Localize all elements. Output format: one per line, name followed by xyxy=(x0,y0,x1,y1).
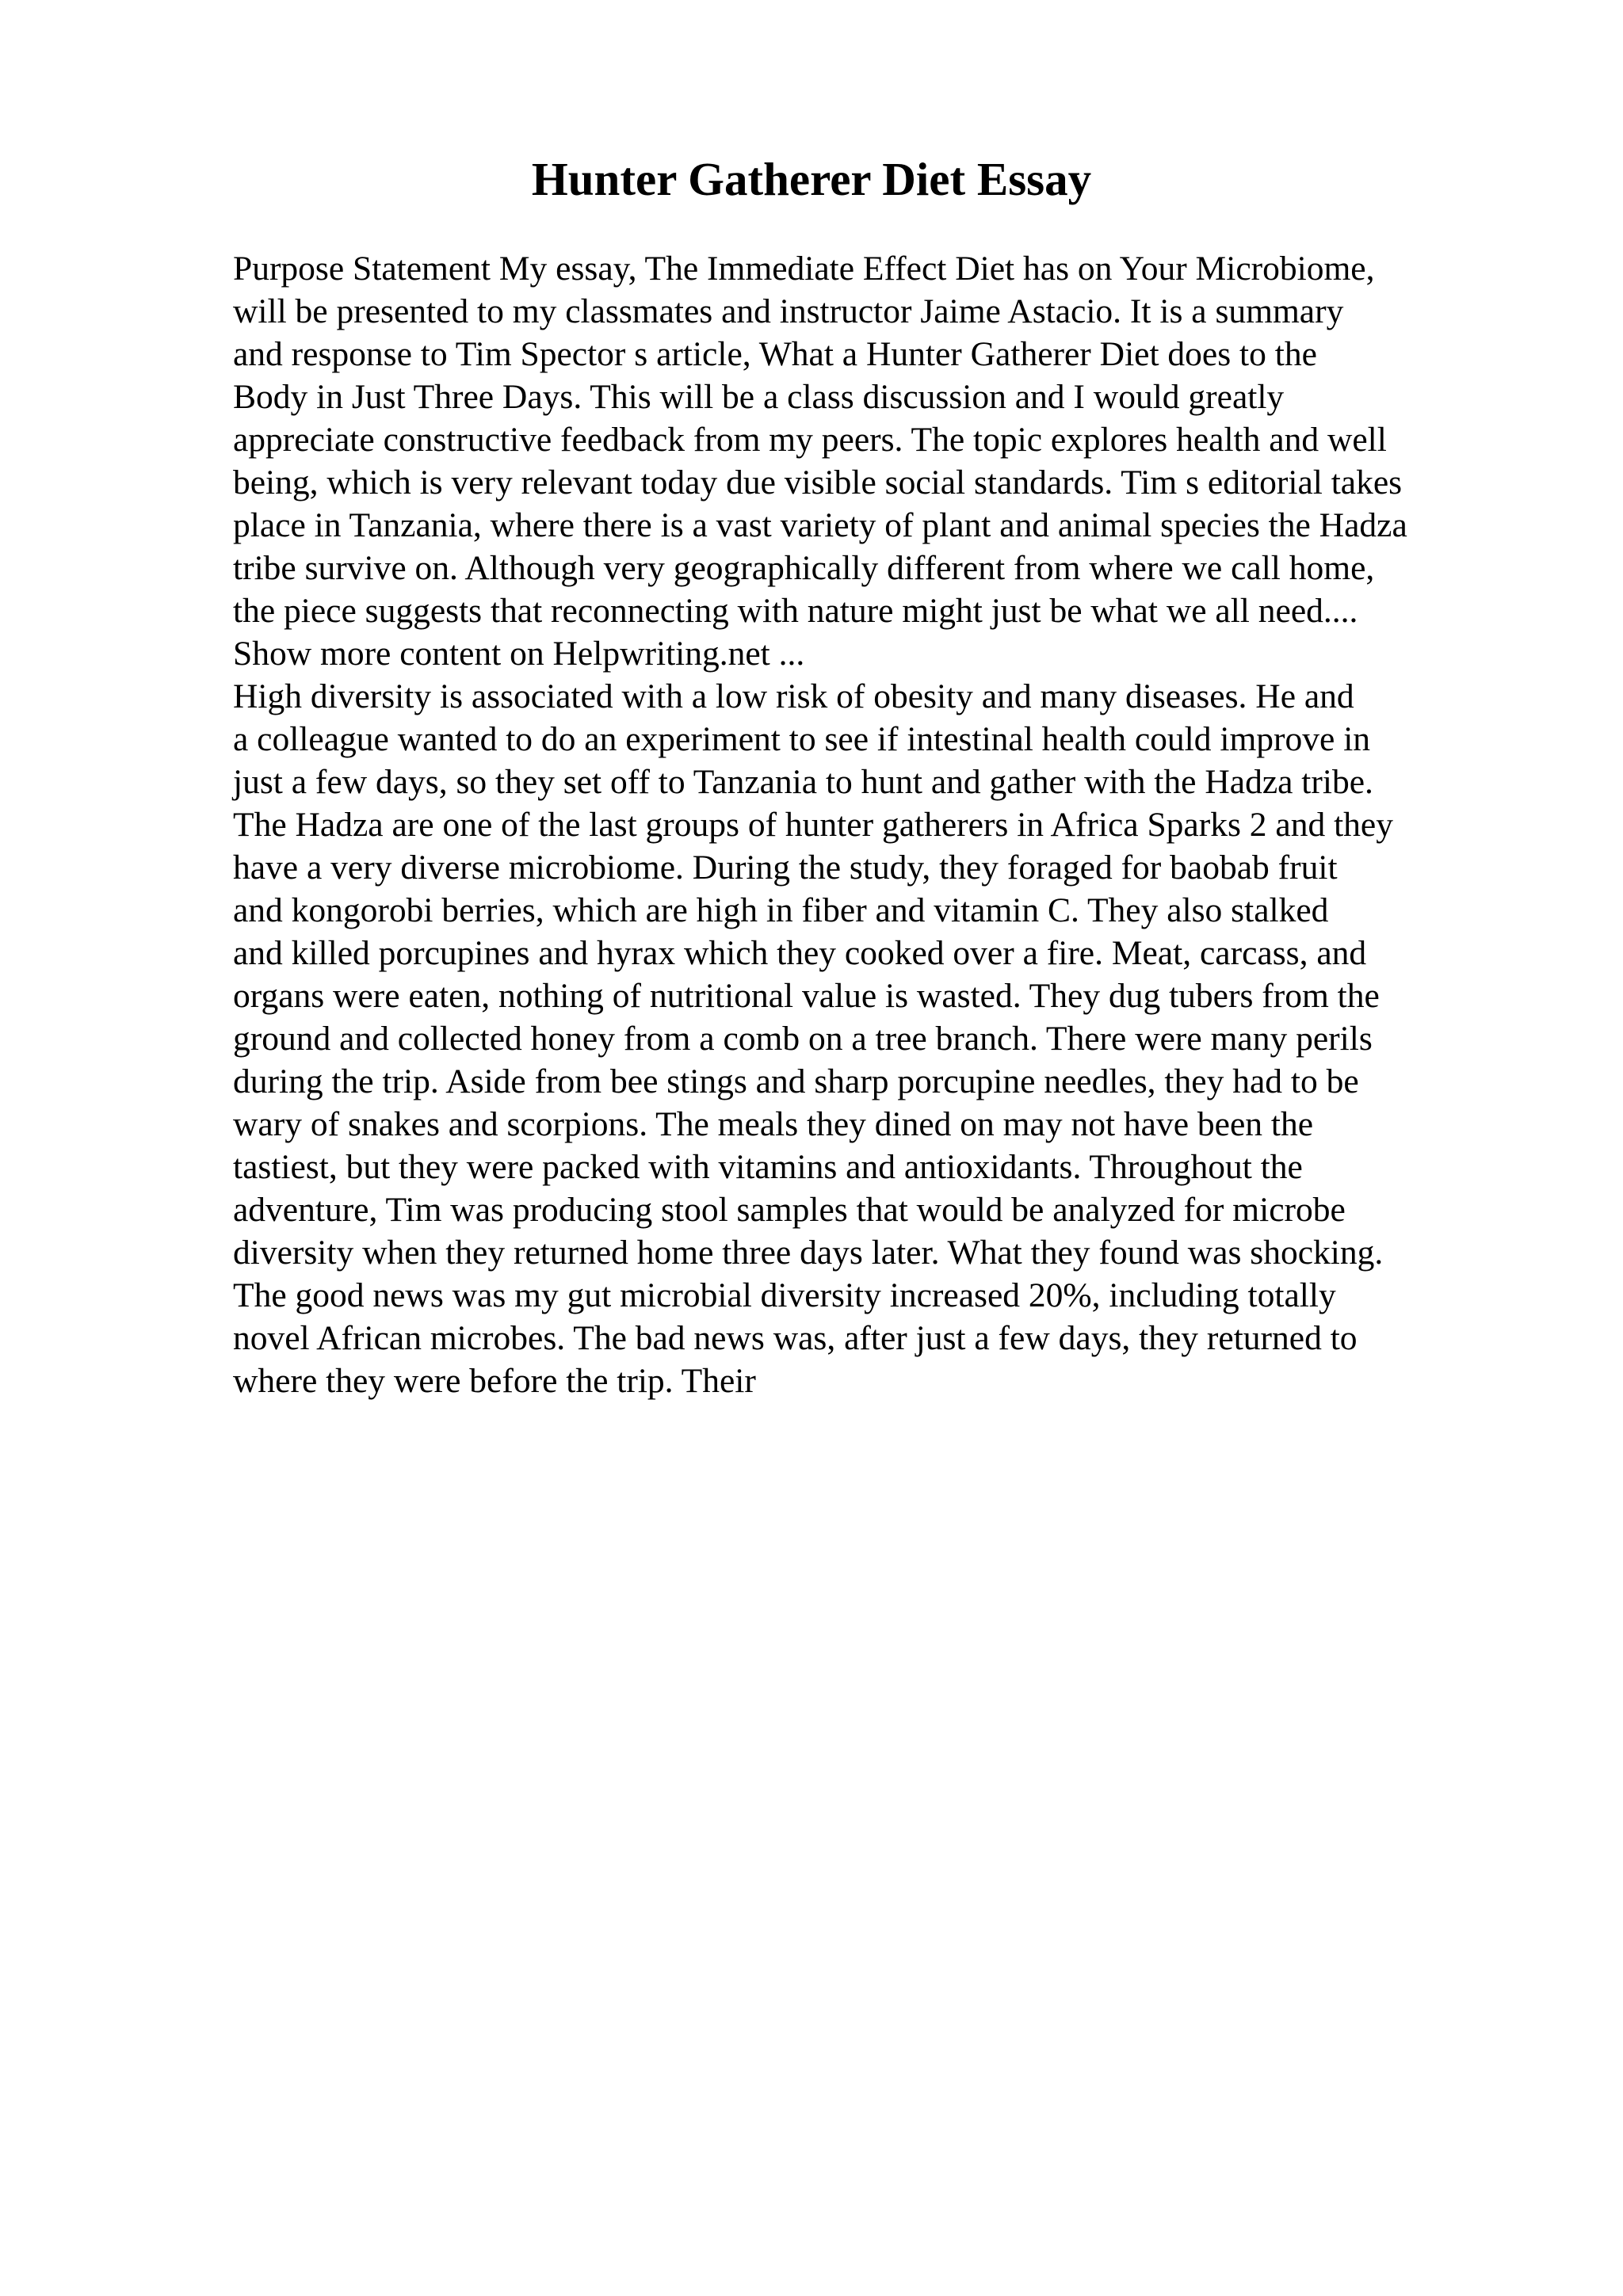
text-line: The Hadza are one of the last groups of hunter gatherers in Africa Sparks 2 and they xyxy=(233,806,1393,844)
text-line: where they were before the trip. Their xyxy=(233,1362,756,1400)
text-line: will be presented to my classmates and instructor Jaime Astacio. It is a summary xyxy=(233,292,1344,330)
text-line: Purpose Statement My essay, The Immediate Effect Diet has on Your Microbiome, xyxy=(233,250,1375,288)
text-line: during the trip. Aside from bee stings and sharp porcupine needles, they had to be xyxy=(233,1062,1359,1100)
text-line: The good news was my gut microbial diversity increased 20%, including totally xyxy=(233,1276,1336,1314)
text-line: wary of snakes and scorpions. The meals they dined on may not have been the xyxy=(233,1105,1314,1143)
essay-body xyxy=(233,247,1533,1402)
text-line: and killed porcupines and hyrax which they cooked over a fire. Meat, carcass, and xyxy=(233,934,1367,972)
text-line: a colleague wanted to do an experiment to see if intestinal health could improve in xyxy=(233,720,1371,758)
text-line: organs were eaten, nothing of nutritional value is wasted. They dug tubers from the xyxy=(233,977,1380,1015)
text-line: Body in Just Three Days. This will be a class discussion and I would greatly xyxy=(233,378,1285,416)
text-line: novel African microbes. The bad news was, after just a few days, they returned to xyxy=(233,1319,1358,1357)
text-line: being, which is very relevant today due visible social standards. Tim s editorial takes xyxy=(233,463,1403,502)
text-line: appreciate constructive feedback from my peers. The topic explores health and well xyxy=(233,421,1387,459)
text-line: ground and collected honey from a comb on a tree branch. There were many perils xyxy=(233,1020,1373,1058)
text-line: tastiest, but they were packed with vitamins and antioxidants. Throughout the xyxy=(233,1148,1303,1186)
text-line: the piece suggests that reconnecting with nature might just be what we all need.... xyxy=(233,592,1358,630)
text-line: diversity when they returned home three days later. What they found was shocking. xyxy=(233,1234,1384,1272)
text-line: have a very diverse microbiome. During the study, they foraged for baobab fruit xyxy=(233,849,1338,887)
document-title: Hunter Gatherer Diet Essay xyxy=(531,153,1092,205)
text-line: High diversity is associated with a low risk of obesity and many diseases. He and xyxy=(233,677,1354,715)
text-line: tribe survive on. Although very geographically different from where we call home, xyxy=(233,549,1375,587)
text-line: and kongorobi berries, which are high in fiber and vitamin C. They also stalked xyxy=(233,891,1329,929)
show-more-line: Show more content on Helpwriting.net ... xyxy=(233,635,805,673)
text-line: just a few days, so they set off to Tanzania to hunt and gather with the Hadza tribe. xyxy=(233,763,1373,801)
text-line: adventure, Tim was producing stool samples that would be analyzed for microbe xyxy=(233,1191,1346,1229)
text-line: and response to Tim Spector s article, What a Hunter Gatherer Diet does to the xyxy=(233,335,1317,373)
text-line: place in Tanzania, where there is a vast variety of plant and animal species the Hadza xyxy=(233,506,1407,544)
